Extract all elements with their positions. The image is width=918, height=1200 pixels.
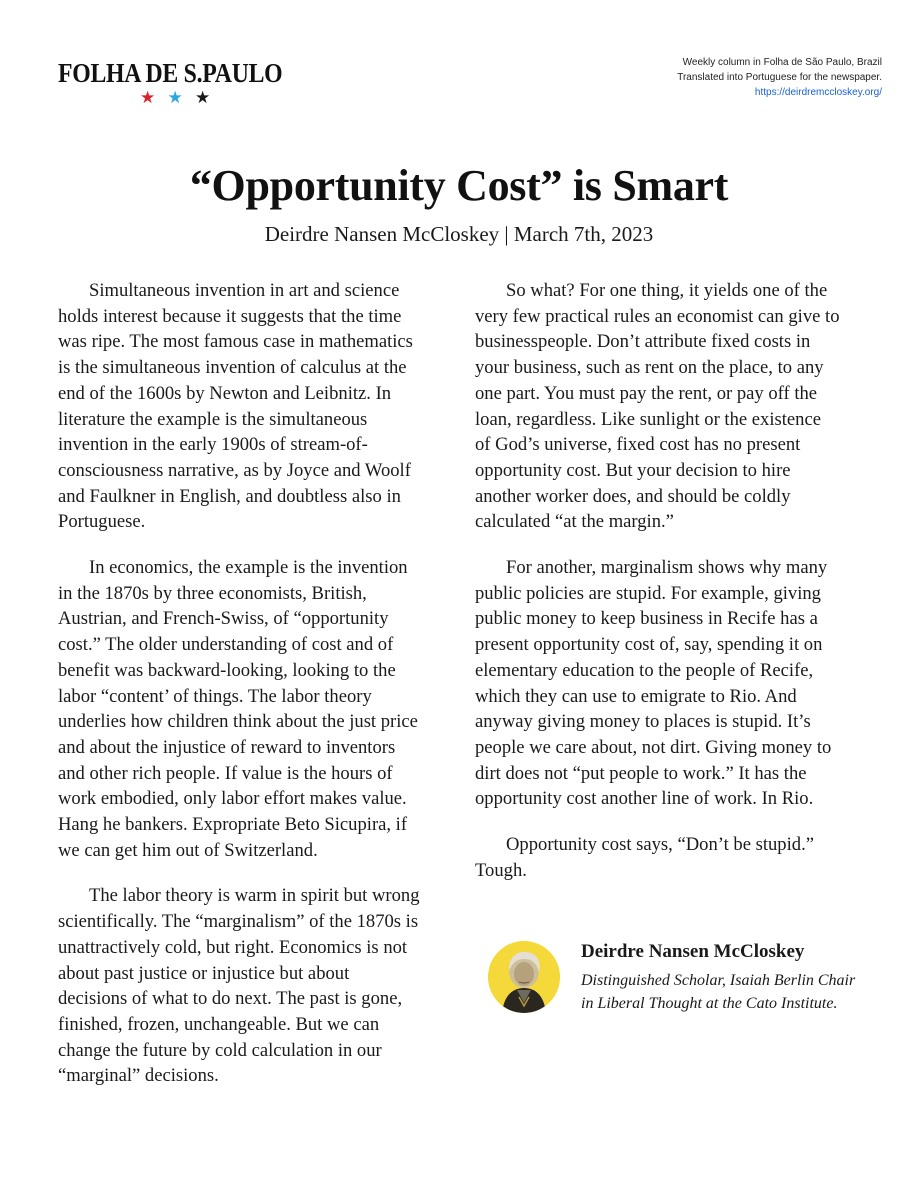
masthead-name: FOLHA DE S.PAULO — [58, 58, 283, 88]
article-byline: Deirdre Nansen McCloskey | March 7th, 2023 — [264, 222, 654, 246]
black-star-icon: ★ — [195, 88, 215, 107]
blue-star-icon: ★ — [167, 88, 187, 107]
author-bio — [488, 941, 908, 1021]
masthead-logo — [58, 58, 290, 107]
article-title: “Opportunity Cost” is Smart — [189, 161, 729, 210]
website-link[interactable]: https://deirdremccloskey.org/ — [754, 87, 882, 98]
article-paragraph: So what? For one thing, it yields one of the very few practical rules an economist can give to businesspeople. Don’t attribute fixed costs in your business, such as rent on the place, to any one part. You must pay the rent, or pay off the loan, regardless. Like sunlight or the existence of God’s universe, fixed cost has no present opportunity cost. But your decision to hire another worker does, and should be coldly calculated “at the margin.” — [475, 280, 840, 533]
article-column-left — [58, 278, 423, 1109]
author-portrait-icon — [488, 941, 560, 1013]
column-note-line-1: Weekly column in Folha de São Paulo, Brazil — [682, 57, 882, 68]
author-name: Deirdre Nansen McCloskey — [581, 941, 805, 962]
author-avatar — [488, 941, 560, 1013]
article-paragraph: The labor theory is warm in spirit but wrong scientifically. The “marginalism” of the 1870s is unattractively cold, but right. Economics is not about past justice or injustice but about decisions of what to do next. The past is gone, finished, frozen, unchangeable. But we can change the future by cold calculation in our “marginal” decisions. — [58, 885, 420, 1087]
article-paragraph: Opportunity cost says, “Don’t be stupid.” Tough. — [475, 834, 814, 881]
author-title-line-1: Distinguished Scholar, Isaiah Berlin Chair — [581, 972, 856, 989]
article-paragraph: For another, marginalism shows why many public policies are stupid. For example, giving public money to keep business in Recife has a present opportunity cost of, say, spending it on elementary education to the people of Recife, which they can use to emigrate to Rio. And anyway giving money to places is stupid. It’s people we care about, not dirt. Giving money to dirt does not “put people to work.” It has the opportunity cost another line of work. In Rio. — [475, 557, 832, 810]
article-paragraph: In economics, the example is the invention in the 1870s by three economists, British, Austrian, and French-Swiss, of “opportunity cost.” The older understanding of cost and of benefit was backward-looking, looking to the labor “content’ of things. The labor theory underlies how children think about the just price and about the injustice of reward to inventors and other rich people. If value is the hours of work embodied, only labor effort makes value. Hang he bankers. Expropriate Beto Sicupira, if we can get him out of Switzerland. — [58, 557, 418, 861]
masthead-stars — [140, 88, 214, 108]
author-title — [581, 969, 855, 1015]
red-star-icon: ★ — [140, 88, 160, 107]
column-note — [677, 55, 882, 100]
article-paragraph: Simultaneous invention in art and science holds interest because it suggests that the time was ripe. The most famous case in mathematics is the simultaneous invention of calculus at the end of the 1600s by Newton and Leibnitz. In literature the example is the simultaneous invention in the early 1900s of stream-of-consciousness narrative, as by Joyce and Woolf and Faulkner in English, and doubtless also in Portuguese. — [58, 280, 413, 533]
column-note-line-2: Translated into Portuguese for the newspaper. — [677, 72, 882, 83]
author-title-line-2: in Liberal Thought at the Cato Institute. — [581, 995, 838, 1012]
article-column-right — [475, 278, 840, 903]
